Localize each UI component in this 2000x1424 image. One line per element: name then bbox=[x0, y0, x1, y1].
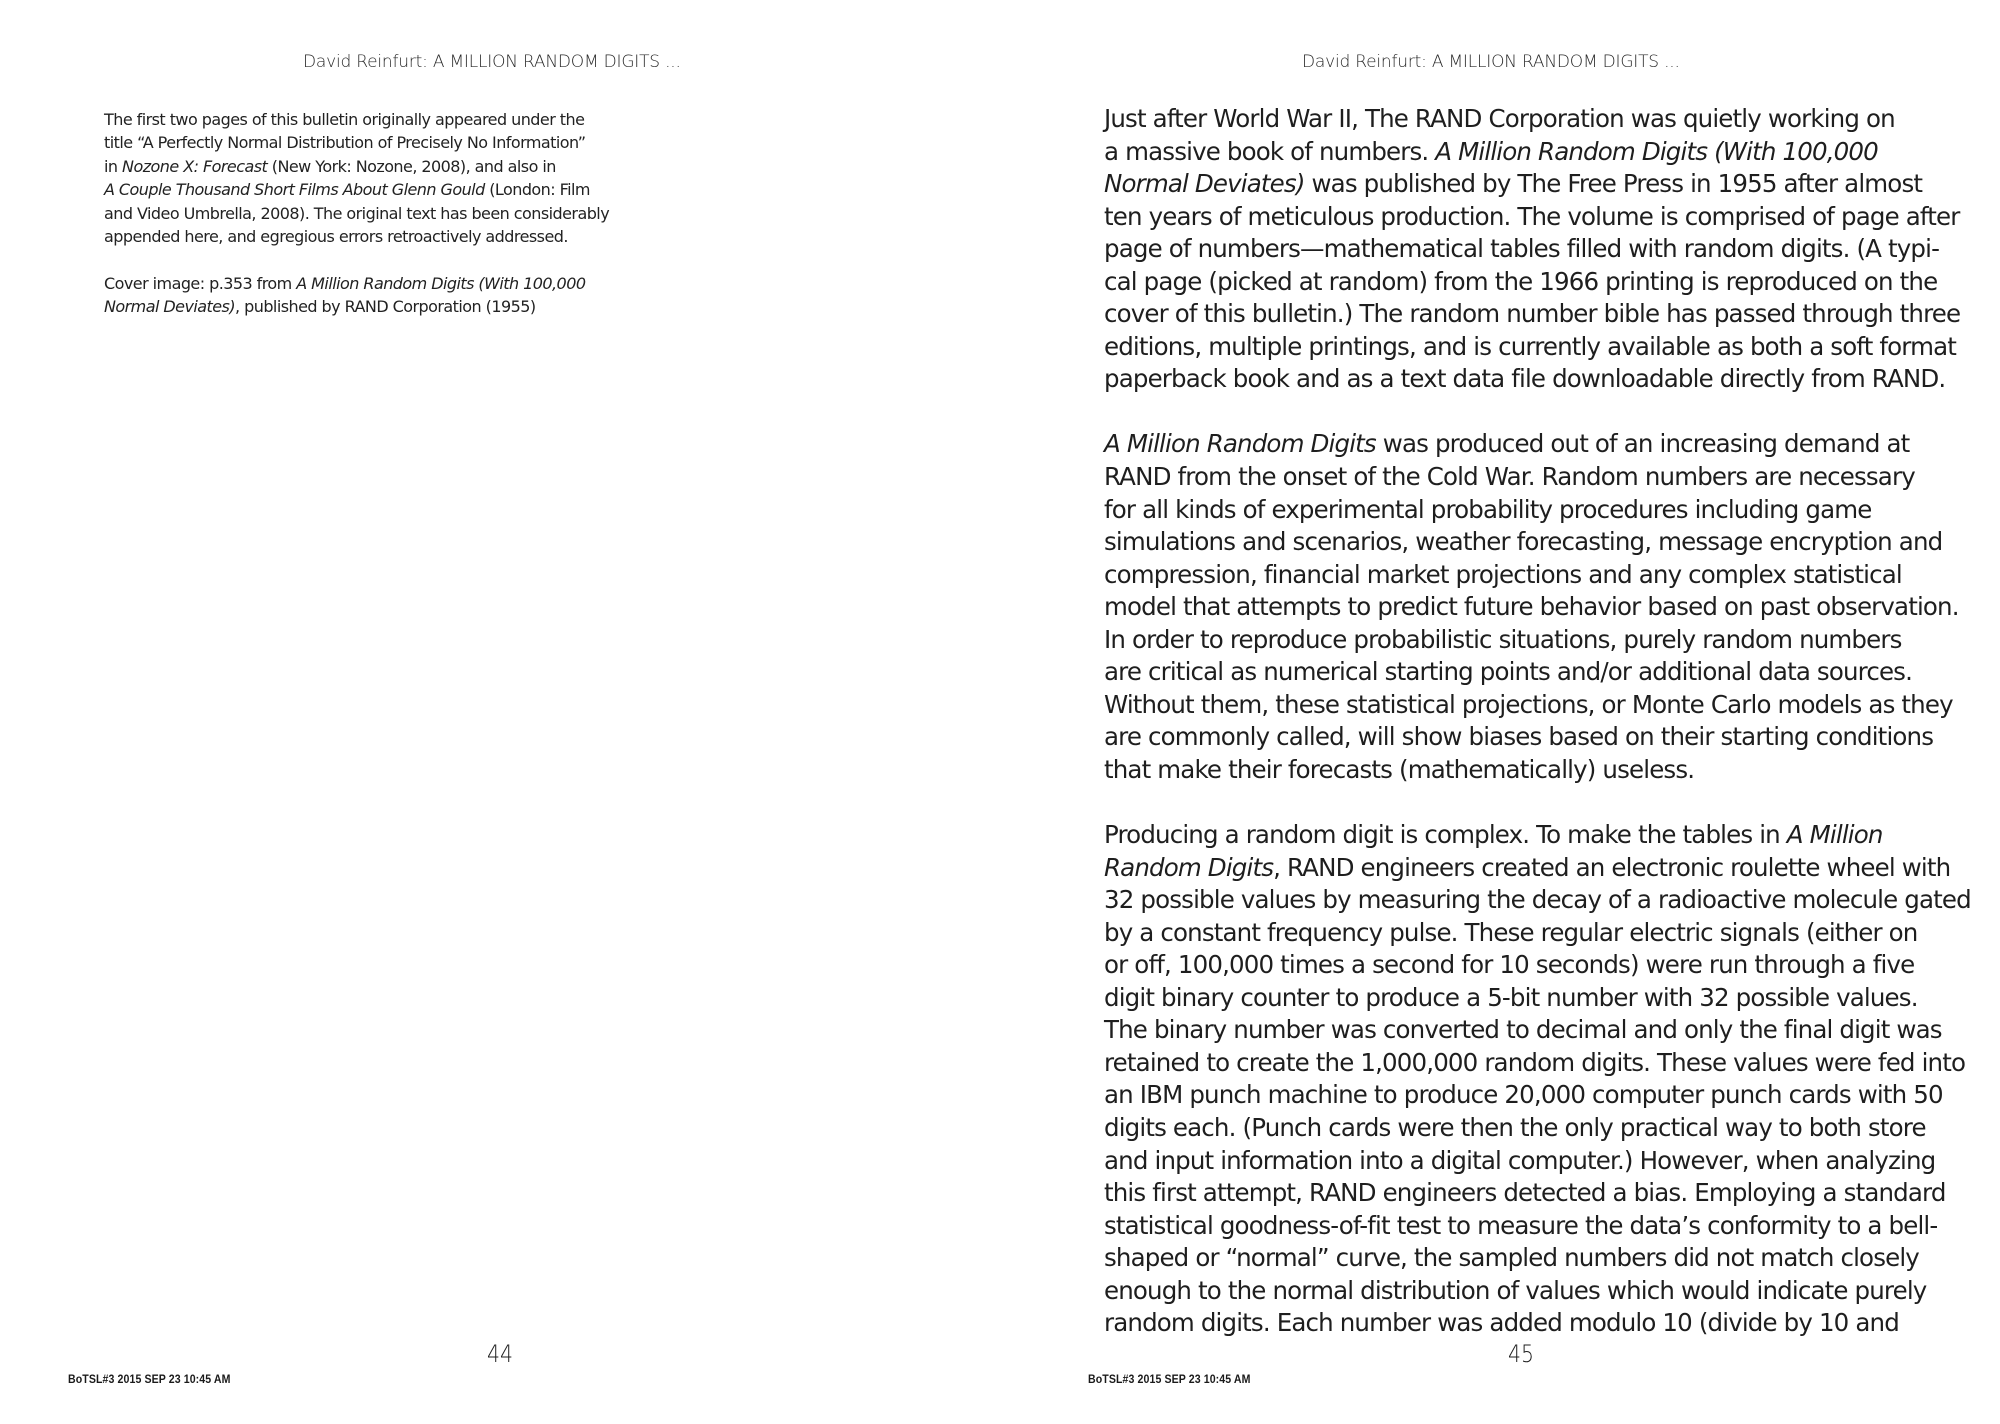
text-line bbox=[1104, 721, 1934, 754]
text-line bbox=[1104, 494, 1934, 527]
italic-title: Normal Deviates) bbox=[104, 297, 236, 317]
right-page bbox=[1000, 0, 2000, 1424]
text-line bbox=[1104, 1275, 1934, 1308]
text-line bbox=[104, 131, 664, 154]
text-run: enough to the normal distribution of values which would indicate purely bbox=[1104, 1275, 1927, 1305]
text-run: random digits. Each number was added modulo 10 (divide by 10 and bbox=[1104, 1308, 1899, 1338]
text-run: digits each. (Punch cards were then the only practical way to both store bbox=[1104, 1112, 1926, 1142]
print-slug: BoTSL#3 2015 SEP 23 10:45 AM bbox=[68, 1374, 231, 1386]
text-line bbox=[1104, 298, 1961, 331]
text-line bbox=[1104, 852, 1951, 885]
text-line bbox=[1104, 1307, 1934, 1340]
paragraph bbox=[1104, 819, 1971, 1340]
italic-title: A Couple Thousand Short Films About Glenn Gould bbox=[104, 180, 485, 200]
text-line bbox=[1104, 136, 1934, 169]
text-run: In order to reproduce probabilistic situations, purely random numbers bbox=[1104, 624, 1902, 654]
text-run: ten years of meticulous production. The volume is comprised of page after bbox=[1104, 201, 1960, 231]
paragraph bbox=[104, 108, 664, 248]
text-run: digit binary counter to produce a 5-bit number with 32 possible values. bbox=[1104, 982, 1918, 1012]
text-line bbox=[1104, 624, 1934, 657]
text-run: Without them, these statistical projections, or Monte Carlo models as they bbox=[1104, 689, 1953, 719]
text-line bbox=[1104, 884, 1971, 917]
text-run: page of numbers—mathematical tables filled with random digits. (A typi- bbox=[1104, 234, 1940, 264]
text-run: compression, financial market projections and any complex statistical bbox=[1104, 559, 1902, 589]
text-run: or off, 100,000 times a second for 10 seconds) were run through a five bbox=[1104, 950, 1915, 980]
text-run: Just after World War II, The RAND Corporation was quietly working on bbox=[1104, 104, 1895, 133]
text-run: was produced out of an increasing demand at bbox=[1375, 429, 1910, 459]
text-run: are critical as numerical starting points and/or additional data sources. bbox=[1104, 657, 1913, 687]
text-run: (London: Film bbox=[484, 180, 590, 200]
paragraph bbox=[1104, 428, 1959, 786]
text-line bbox=[1104, 1177, 1946, 1210]
text-line bbox=[104, 202, 664, 225]
page-number: 44 bbox=[487, 1340, 513, 1368]
italic-title: A Million Random Digits (With 100,000 bbox=[1435, 136, 1878, 166]
text-line bbox=[1104, 917, 1934, 950]
italic-title: A Million Random Digits bbox=[1104, 429, 1376, 459]
text-run: are commonly called, will show biases based on their starting conditions bbox=[1104, 722, 1934, 752]
text-run: The first two pages of this bulletin originally appeared under the bbox=[104, 110, 585, 129]
text-line bbox=[1104, 1242, 1934, 1275]
text-line bbox=[1104, 559, 1934, 592]
text-line bbox=[1104, 1047, 1966, 1080]
text-line bbox=[1104, 689, 1953, 722]
text-line bbox=[1104, 1112, 1934, 1145]
text-line bbox=[104, 108, 664, 131]
text-run: (New York: Nozone, 2008), and also in bbox=[267, 156, 556, 176]
text-line bbox=[1104, 428, 1934, 461]
italic-title: A Million Random Digits (With 100,000 bbox=[296, 273, 586, 293]
text-run: Cover image: p.353 from bbox=[104, 273, 297, 293]
text-line bbox=[104, 178, 664, 201]
text-run: cal page (picked at random) from the 1966 printing is reproduced on the bbox=[1104, 266, 1938, 296]
text-run: The binary number was converted to decimal and only the final digit was bbox=[1104, 1015, 1942, 1045]
text-run: paperback book and as a text data file downloadable directly from RAND. bbox=[1104, 364, 1946, 394]
text-line bbox=[1104, 461, 1934, 494]
text-run: this first attempt, RAND engineers detected a bias. Employing a standard bbox=[1104, 1178, 1946, 1208]
article-body bbox=[1104, 103, 1971, 1372]
text-run: model that attempts to predict future behavior based on past observation. bbox=[1104, 592, 1959, 622]
text-run: simulations and scenarios, weather forecasting, message encryption and bbox=[1104, 527, 1943, 557]
text-run: Producing a random digit is complex. To make the tables in bbox=[1104, 820, 1787, 850]
page-number: 45 bbox=[1508, 1340, 1534, 1368]
text-run: , RAND engineers created an electronic roulette wheel with bbox=[1273, 852, 1951, 882]
text-run: appended here, and egregious errors retroactively addressed. bbox=[104, 227, 568, 247]
italic-title: Nozone X: Forecast bbox=[122, 156, 268, 176]
text-run: title “A Perfectly Normal Distribution of Precisely No Information” bbox=[104, 133, 586, 153]
text-line bbox=[1104, 363, 1946, 396]
text-line bbox=[1104, 233, 1940, 266]
text-line bbox=[1104, 1079, 1943, 1112]
running-head: David Reinfurt: A MILLION RANDOM DIGITS ... bbox=[1302, 52, 1680, 72]
text-run: 32 possible values by measuring the decay of a radioactive molecule gated bbox=[1104, 885, 1971, 915]
text-run: and input information into a digital computer.) However, when analyzing bbox=[1104, 1145, 1936, 1175]
text-line bbox=[1104, 754, 1934, 787]
text-run: and Video Umbrella, 2008). The original text has been considerably bbox=[104, 203, 610, 223]
running-head: David Reinfurt: A MILLION RANDOM DIGITS ... bbox=[303, 52, 681, 72]
italic-title: A Million bbox=[1786, 820, 1883, 850]
text-run: in bbox=[104, 156, 123, 176]
colophon-notes bbox=[104, 108, 664, 342]
text-run: a massive book of numbers. bbox=[1104, 136, 1436, 166]
text-line bbox=[1104, 656, 1934, 689]
text-line bbox=[1104, 266, 1938, 299]
italic-title: Normal Deviates) bbox=[1104, 169, 1305, 199]
paragraph bbox=[1104, 103, 1961, 396]
text-run: that make their forecasts (mathematically) useless. bbox=[1104, 754, 1695, 784]
text-line bbox=[1104, 1014, 1942, 1047]
text-run: statistical goodness-of-fit test to measure the data’s conformity to a bell- bbox=[1104, 1210, 1938, 1240]
text-run: , published by RAND Corporation (1955) bbox=[235, 297, 536, 317]
text-line bbox=[1104, 331, 1957, 364]
text-line bbox=[1104, 1210, 1938, 1243]
text-line bbox=[104, 295, 664, 318]
text-run: for all kinds of experimental probability procedures including game bbox=[1104, 494, 1872, 524]
text-line bbox=[1104, 1145, 1934, 1178]
text-line bbox=[104, 272, 664, 295]
text-line bbox=[1104, 103, 1934, 136]
text-run: editions, multiple printings, and is currently available as both a soft format bbox=[1104, 331, 1957, 361]
text-line bbox=[1104, 949, 1934, 982]
print-slug: BoTSL#3 2015 SEP 23 10:45 AM bbox=[1088, 1374, 1251, 1386]
text-line bbox=[1104, 819, 1934, 852]
text-line bbox=[1104, 591, 1959, 624]
italic-title: Random Digits bbox=[1104, 852, 1274, 882]
text-line bbox=[1104, 526, 1943, 559]
text-line bbox=[1104, 168, 1934, 201]
text-line bbox=[104, 155, 664, 178]
text-run: retained to create the 1,000,000 random digits. These values were fed into bbox=[1104, 1047, 1966, 1077]
text-run: cover of this bulletin.) The random number bible has passed through three bbox=[1104, 299, 1961, 329]
text-line bbox=[1104, 201, 1960, 234]
text-run: by a constant frequency pulse. These regular electric signals (either on bbox=[1104, 917, 1918, 947]
paragraph bbox=[104, 272, 664, 319]
text-run: an IBM punch machine to produce 20,000 computer punch cards with 50 bbox=[1104, 1080, 1943, 1110]
text-line bbox=[104, 225, 664, 248]
text-line bbox=[1104, 982, 1934, 1015]
text-run: shaped or “normal” curve, the sampled numbers did not match closely bbox=[1104, 1243, 1919, 1273]
text-run: was published by The Free Press in 1955 after almost bbox=[1304, 169, 1923, 199]
text-run: RAND from the onset of the Cold War. Random numbers are necessary bbox=[1104, 462, 1915, 492]
